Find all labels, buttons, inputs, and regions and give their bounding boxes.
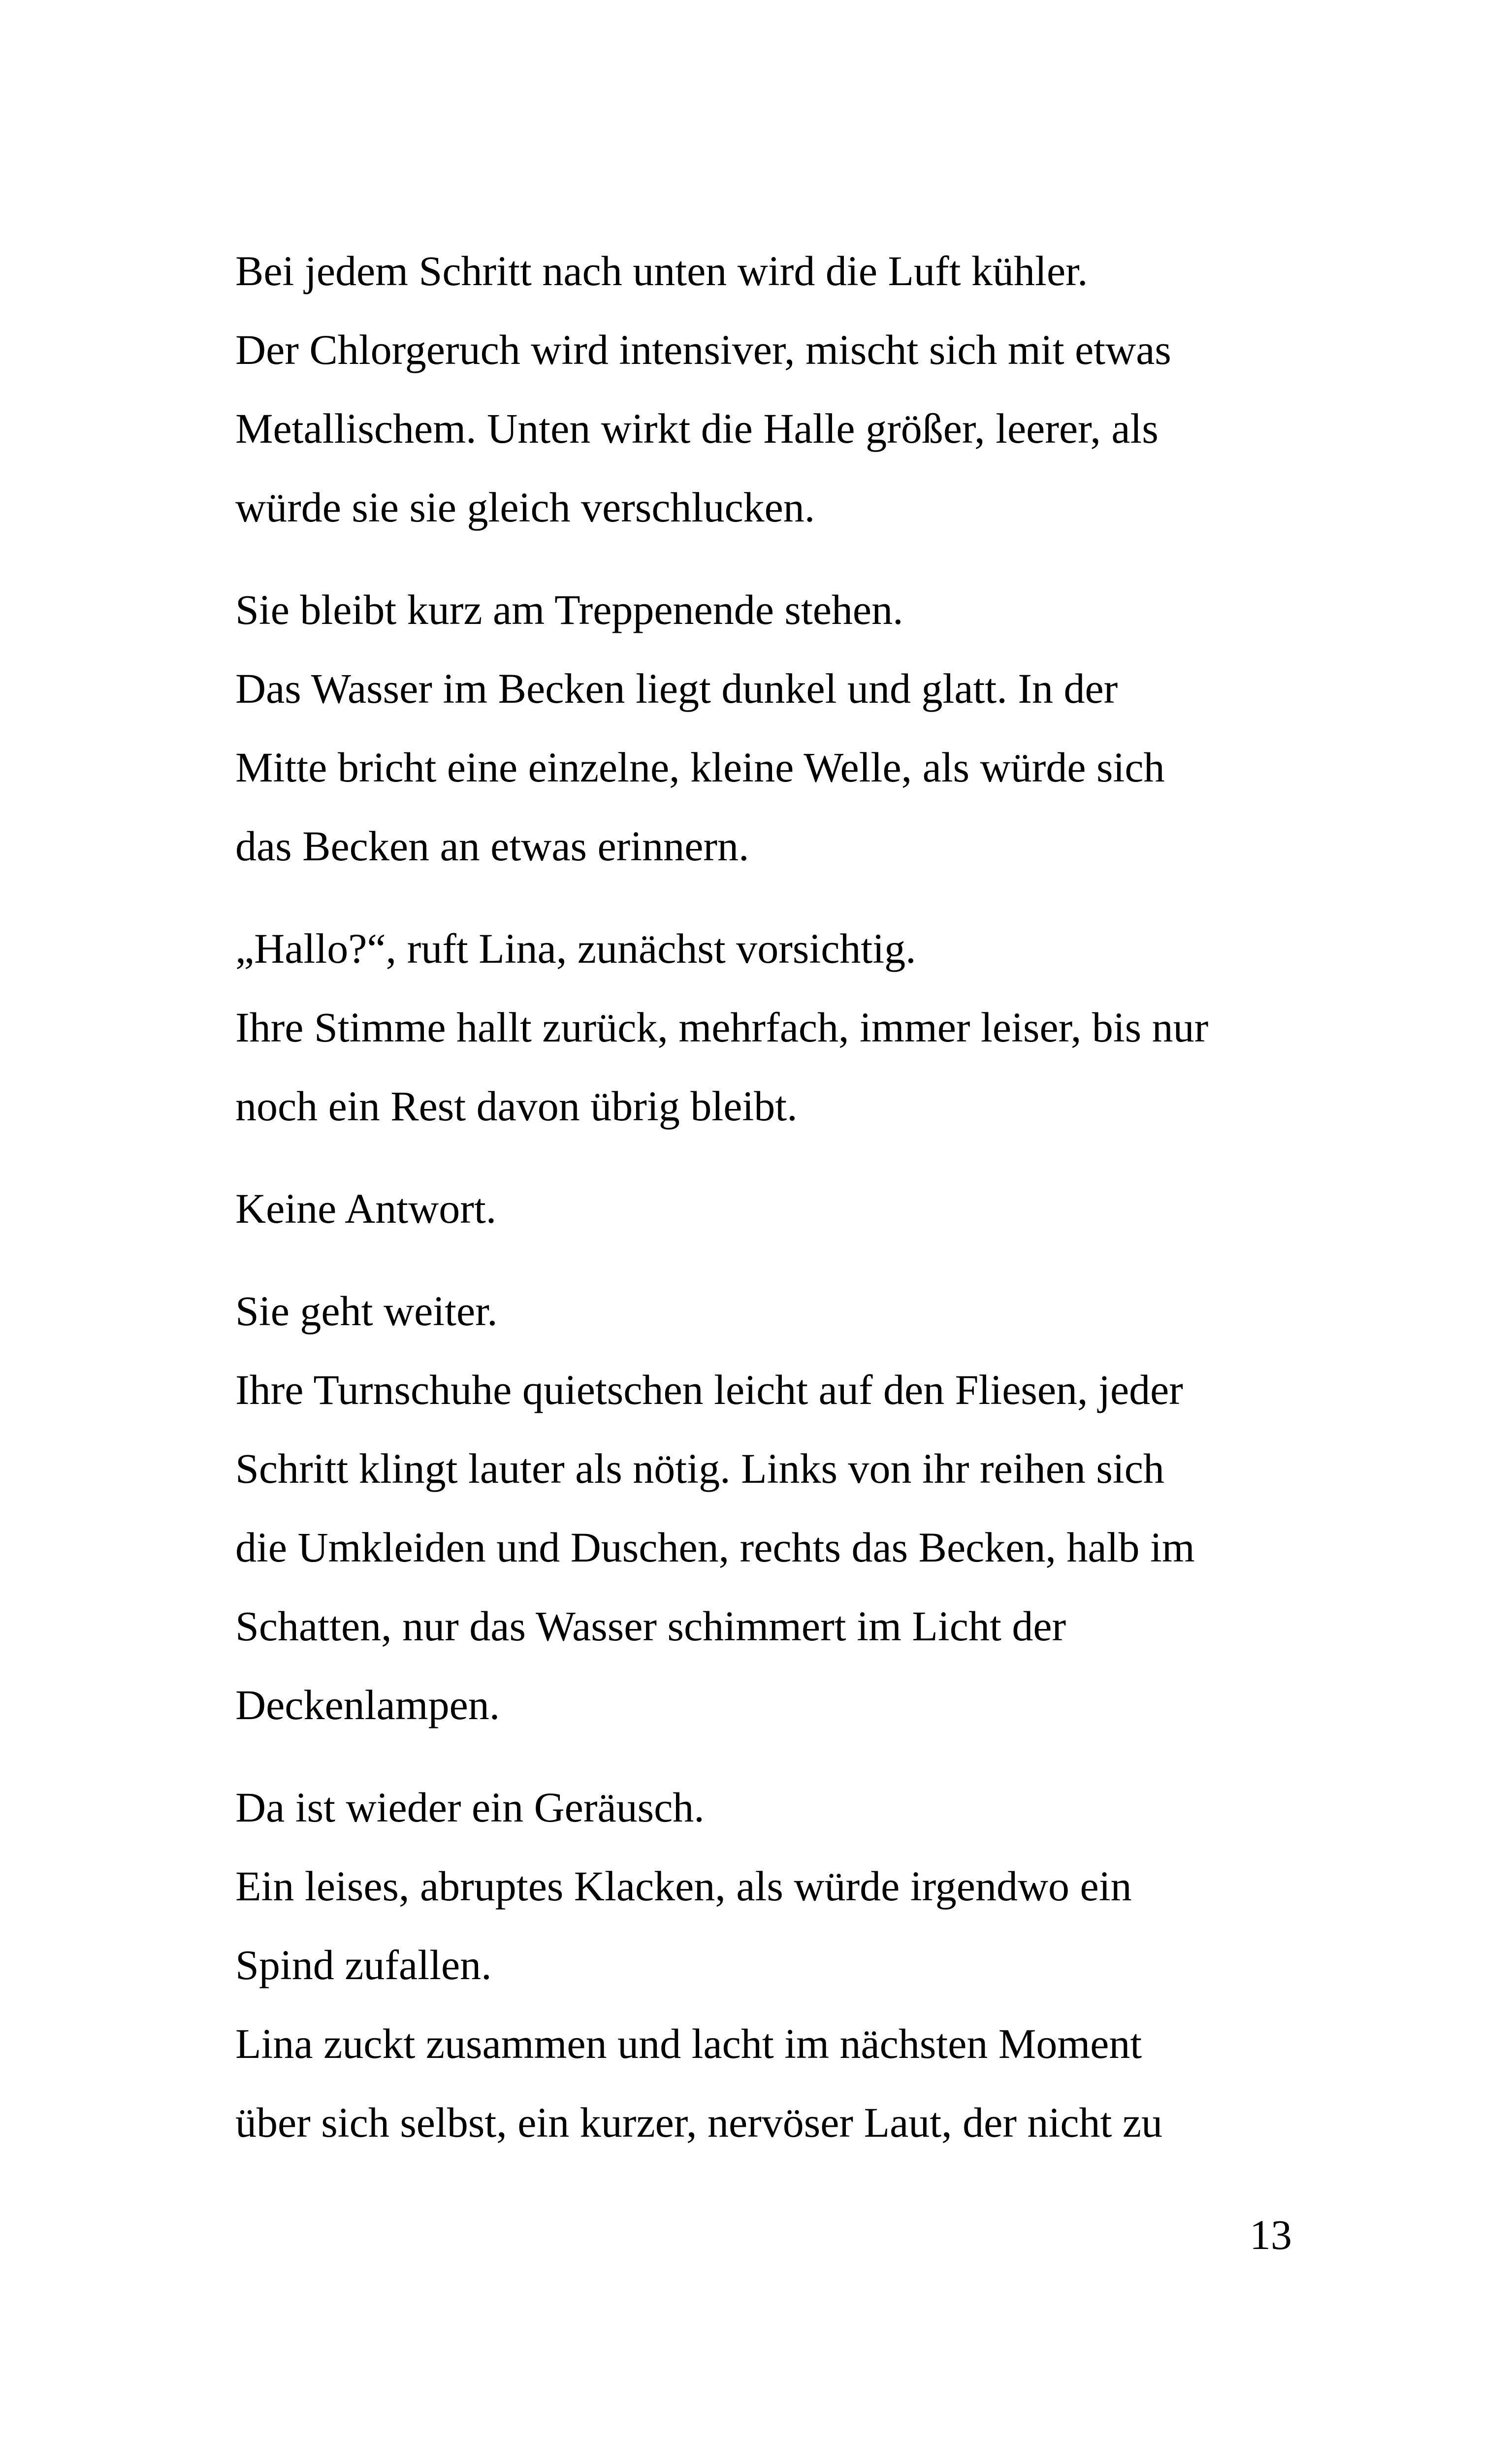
paragraph <box>235 1271 1319 1744</box>
text-line: Ihre Turnschuhe quietschen leicht auf den Fliesen, jeder <box>235 1366 1183 1413</box>
text-line: Metallischem. Unten wirkt die Halle größer, leerer, als <box>235 405 1158 452</box>
text-line: Schatten, nur das Wasser schimmert im Licht der <box>235 1602 1066 1650</box>
text-line: Keine Antwort. <box>235 1185 497 1232</box>
paragraph <box>235 231 1319 547</box>
paragraph <box>235 1169 1319 1248</box>
text-line: Schritt klingt lauter als nötig. Links von ihr reihen sich <box>235 1445 1164 1492</box>
text-line: „Hallo?“, ruft Lina, zunächst vorsichtig. <box>235 925 916 972</box>
body-text <box>235 231 1319 2185</box>
text-line: die Umkleiden und Duschen, rechts das Becken, halb im <box>235 1524 1195 1571</box>
text-line: Ihre Stimme hallt zurück, mehrfach, immer leiser, bis nur <box>235 1004 1209 1051</box>
text-line: Das Wasser im Becken liegt dunkel und glatt. In der <box>235 665 1118 712</box>
page-number: 13 <box>1250 2211 1292 2258</box>
paragraph <box>235 909 1319 1145</box>
text-line: Deckenlampen. <box>235 1681 500 1728</box>
text-line: Lina zuckt zusammen und lacht im nächsten Moment <box>235 2020 1142 2067</box>
text-line: über sich selbst, ein kurzer, nervöser Laut, der nicht zu <box>235 2099 1163 2146</box>
text-line: Mitte bricht eine einzelne, kleine Welle, als würde sich <box>235 744 1165 791</box>
text-line: Da ist wieder ein Geräusch. <box>235 1784 705 1831</box>
text-line: würde sie sie gleich verschlucken. <box>235 484 815 531</box>
paragraph <box>235 570 1319 885</box>
text-line: das Becken an etwas erinnern. <box>235 822 749 870</box>
paragraph <box>235 1768 1319 2162</box>
text-line: Ein leises, abruptes Klacken, als würde irgendwo ein <box>235 1862 1132 1910</box>
text-line: Sie bleibt kurz am Treppenende stehen. <box>235 586 903 633</box>
text-line: Der Chlorgeruch wird intensiver, mischt sich mit etwas <box>235 326 1171 373</box>
text-line: Sie geht weiter. <box>235 1287 498 1335</box>
text-line: Bei jedem Schritt nach unten wird die Luft kühler. <box>235 247 1088 294</box>
text-line: noch ein Rest davon übrig bleibt. <box>235 1082 798 1130</box>
text-line: Spind zufallen. <box>235 1941 492 1988</box>
